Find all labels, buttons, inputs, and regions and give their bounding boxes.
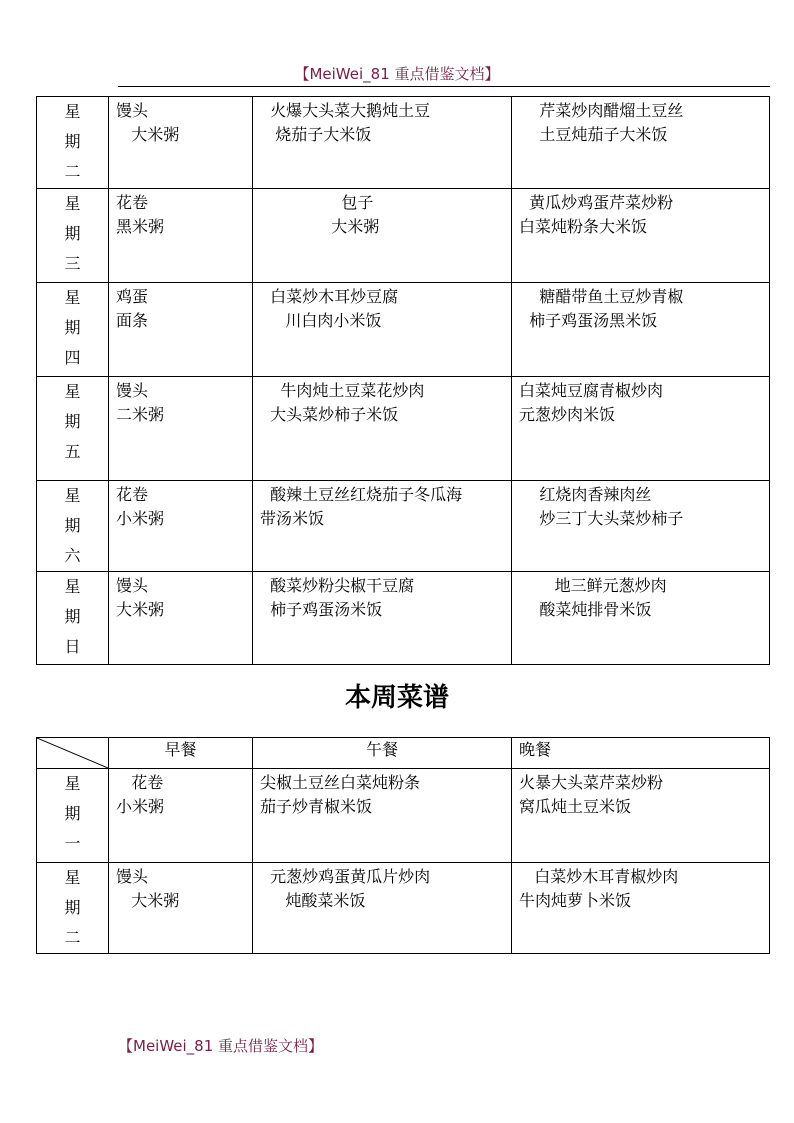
day-char: 二: [64, 162, 81, 181]
lunch-dish-line: 酸辣土豆丝红烧茄子冬瓜海: [260, 485, 463, 504]
breakfast-cell: [109, 97, 253, 189]
weekly-menu-table: [36, 737, 770, 954]
lunch-cell: [253, 189, 512, 283]
day-char: 日: [64, 637, 81, 656]
dinner-cell: [512, 97, 770, 189]
breakfast-cell: [109, 189, 253, 283]
breakfast-dish-line: 大米粥: [116, 891, 180, 910]
dinner-cell: [512, 863, 770, 954]
breakfast-dish-line: 二米粥: [116, 405, 165, 424]
breakfast-dish-line: 花卷: [116, 773, 164, 792]
breakfast-dish-line: 馒头: [116, 576, 149, 595]
dinner-dish-line: 炒三丁大头菜炒柿子: [519, 509, 684, 528]
day-char: 星: [64, 868, 81, 887]
dinner-dish-line: 黄瓜炒鸡蛋芹菜炒粉: [519, 193, 674, 212]
lunch-dish-line: 包子: [260, 193, 374, 212]
day-char: 星: [64, 288, 81, 307]
lunch-cell: [253, 769, 512, 863]
breakfast-dish-line: 黑米粥: [116, 217, 165, 236]
lunch-cell: [253, 97, 512, 189]
dinner-dish-line: 窝瓜炖土豆米饭: [519, 797, 632, 816]
breakfast-cell: [109, 481, 253, 572]
day-char: 期: [64, 607, 81, 626]
dinner-cell: [512, 189, 770, 283]
dinner-dish-line: 芹菜炒肉醋熘土豆丝: [519, 101, 684, 120]
dinner-dish-line: 红烧肉香辣肉丝: [519, 485, 652, 504]
breakfast-dish-line: 大米粥: [116, 600, 165, 619]
day-char: 期: [64, 804, 81, 823]
header-row: [37, 738, 770, 769]
header-rule: [118, 86, 770, 87]
weekly-menu-table-continued: [36, 96, 770, 665]
lunch-cell: [253, 377, 512, 481]
footer-watermark: 【MeiWei_81 重点借鉴文档】: [118, 1037, 324, 1055]
dinner-cell: [512, 377, 770, 481]
menu-row: [37, 863, 770, 954]
dinner-cell: [512, 481, 770, 572]
menu-row: [37, 97, 770, 189]
breakfast-cell: [109, 769, 253, 863]
breakfast-dish-line: 鸡蛋: [116, 287, 149, 306]
day-cell: [37, 283, 109, 377]
day-char: 三: [64, 254, 81, 273]
lunch-dish-line: 茄子炒青椒米饭: [260, 797, 373, 816]
dinner-dish-line: 酸菜炖排骨米饭: [519, 600, 652, 619]
day-char: 期: [64, 412, 81, 431]
day-cell: [37, 572, 109, 665]
menu-row: [37, 769, 770, 863]
day-char: 星: [64, 486, 81, 505]
day-char: 五: [64, 442, 81, 461]
day-char: 二: [64, 928, 81, 947]
day-char: 期: [64, 516, 81, 535]
lunch-dish-line: 大米粥: [260, 217, 380, 236]
day-char: 六: [64, 546, 81, 565]
menu-row: [37, 481, 770, 572]
day-cell: [37, 863, 109, 954]
diagonal-header-cell: [37, 738, 109, 769]
dinner-dish-line: 白菜炖豆腐青椒炒肉: [519, 381, 664, 400]
dinner-cell: [512, 283, 770, 377]
section-title: 本周菜谱: [344, 683, 449, 713]
breakfast-dish-line: 馒头: [116, 381, 149, 400]
day-cell: [37, 377, 109, 481]
breakfast-dish-line: 馒头: [116, 101, 149, 120]
lunch-dish-line: 大头菜炒柿子米饭: [260, 405, 399, 424]
lunch-cell: [253, 863, 512, 954]
breakfast-dish-line: 面条: [116, 311, 149, 330]
breakfast-cell: [109, 863, 253, 954]
day-char: 星: [64, 382, 81, 401]
lunch-dish-line: 柿子鸡蛋汤米饭: [260, 600, 383, 619]
lunch-dish-line: 川白肉小米饭: [260, 311, 382, 330]
dinner-dish-line: 土豆炖茄子大米饭: [519, 125, 668, 144]
dinner-dish-line: 地三鲜元葱炒肉: [519, 576, 667, 595]
breakfast-dish-line: 花卷: [116, 485, 149, 504]
header-watermark: 【MeiWei_81 重点借鉴文档】: [294, 65, 500, 83]
lunch-cell: [253, 572, 512, 665]
day-char: 星: [64, 102, 81, 121]
breakfast-cell: [109, 377, 253, 481]
dinner-dish-line: 元葱炒肉米饭: [519, 405, 616, 424]
diagonal-line: [37, 738, 108, 768]
lunch-dish-line: 白菜炒木耳炒豆腐: [260, 287, 399, 306]
header-dinner: 晚餐: [512, 738, 770, 769]
day-char: 星: [64, 577, 81, 596]
day-char: 四: [64, 348, 81, 367]
lunch-dish-line: 火爆大头菜大鹅炖土豆: [260, 101, 431, 120]
dinner-dish-line: 白菜炖粉条大米饭: [519, 217, 648, 236]
breakfast-dish-line: 小米粥: [116, 509, 165, 528]
lunch-dish-line: 炖酸菜米饭: [260, 891, 366, 910]
breakfast-dish-line: 花卷: [116, 193, 149, 212]
breakfast-cell: [109, 572, 253, 665]
lunch-dish-line: 牛肉炖土豆菜花炒肉: [260, 381, 425, 400]
dinner-dish-line: 火暴大头菜芹菜炒粉: [519, 773, 664, 792]
menu-row: [37, 189, 770, 283]
day-char: 期: [64, 318, 81, 337]
breakfast-cell: [109, 283, 253, 377]
menu-row: [37, 572, 770, 665]
day-cell: [37, 769, 109, 863]
day-char: 期: [64, 132, 81, 151]
dinner-dish-line: 糖醋带鱼土豆炒青椒: [519, 287, 684, 306]
day-cell: [37, 481, 109, 572]
dinner-cell: [512, 769, 770, 863]
lunch-dish-line: 带汤米饭: [260, 509, 325, 528]
day-cell: [37, 97, 109, 189]
day-char: 期: [64, 898, 81, 917]
day-cell: [37, 189, 109, 283]
lunch-cell: [253, 283, 512, 377]
day-char: 星: [64, 194, 81, 213]
day-char: 星: [64, 774, 81, 793]
menu-row: [37, 283, 770, 377]
header-lunch: 午餐: [253, 738, 512, 769]
dinner-dish-line: 牛肉炖萝卜米饭: [519, 891, 632, 910]
dinner-dish-line: 柿子鸡蛋汤黑米饭: [519, 311, 658, 330]
lunch-dish-line: 元葱炒鸡蛋黄瓜片炒肉: [260, 867, 431, 886]
lunch-dish-line: 尖椒土豆丝白菜炖粉条: [260, 773, 421, 792]
menu-row: [37, 377, 770, 481]
header-breakfast: 早餐: [109, 738, 253, 769]
breakfast-dish-line: 小米粥: [116, 797, 165, 816]
day-char: 期: [64, 224, 81, 243]
lunch-cell: [253, 481, 512, 572]
lunch-dish-line: 烧茄子大米饭: [260, 125, 372, 144]
breakfast-dish-line: 馒头: [116, 867, 149, 886]
lunch-dish-line: 酸菜炒粉尖椒干豆腐: [260, 576, 415, 595]
dinner-cell: [512, 572, 770, 665]
dinner-dish-line: 白菜炒木耳青椒炒肉: [519, 867, 679, 886]
breakfast-dish-line: 大米粥: [116, 125, 180, 144]
day-char: 一: [64, 834, 81, 853]
